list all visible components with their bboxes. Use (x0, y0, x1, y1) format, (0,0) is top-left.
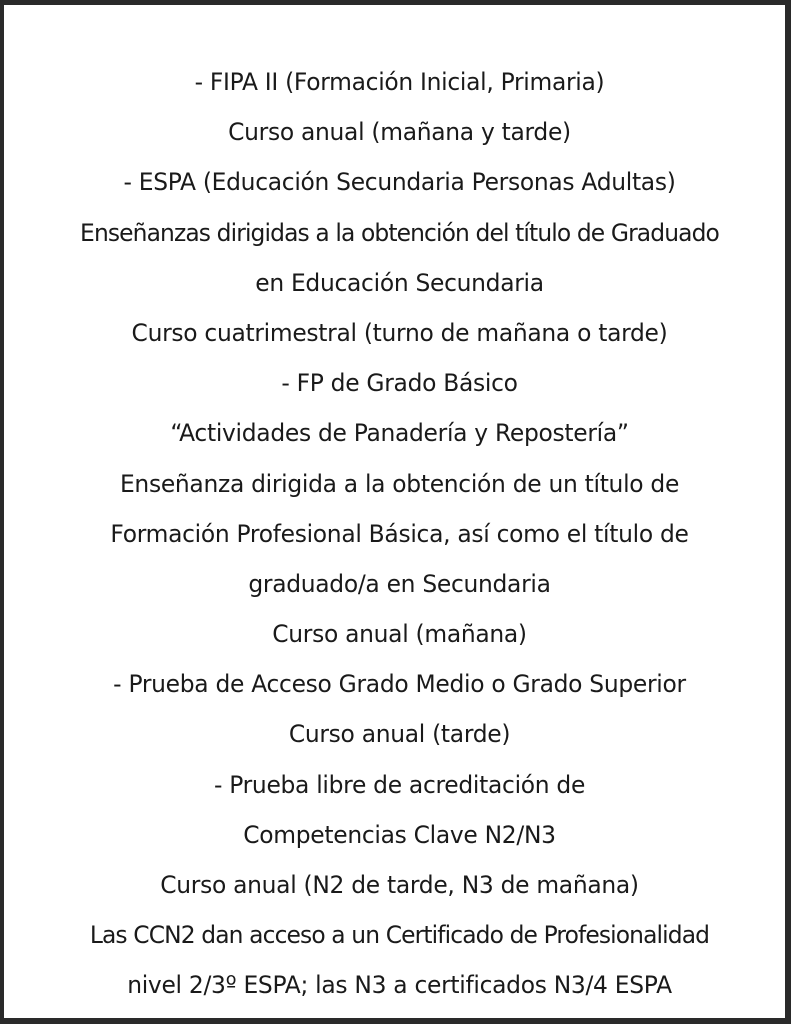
line-competencias-note-cont: nivel 2/3º ESPA; las N3 a certificados N3/4 ESPA (127, 971, 672, 1000)
line-competencias-heading: - Prueba libre de acreditación de (213, 770, 586, 799)
line-espa-description: Enseñanzas dirigidas a la obtención del título de Graduado (80, 218, 719, 247)
line-fp-title: “Actividades de Panadería y Repostería” (170, 419, 629, 448)
line-fipa-schedule: Curso anual (mañana y tarde) (228, 118, 571, 147)
line-fp-description-end: graduado/a en Secundaria (248, 569, 551, 598)
line-competencias-note: Las CCN2 dan acceso a un Certificado de Profesionalidad (89, 921, 710, 950)
line-fp-heading: - FP de Grado Básico (281, 369, 518, 398)
line-competencias-heading-cont: Competencias Clave N2/N3 (243, 820, 556, 849)
course-list (4, 57, 791, 1011)
line-competencias-schedule: Curso anual (N2 de tarde, N3 de mañana) (160, 871, 639, 899)
line-fp-description-cont: Formación Profesional Básica, así como el título de (110, 519, 689, 548)
line-espa-schedule: Curso cuatrimestral (turno de mañana o tarde) (131, 318, 668, 347)
line-fp-description: Enseñanza dirigida a la obtención de un título de (119, 469, 680, 498)
line-acceso-schedule: Curso anual (tarde) (288, 720, 511, 749)
line-acceso-heading: - Prueba de Acceso Grado Medio o Grado Superior (113, 670, 686, 699)
line-fipa-heading: - FIPA II (Formación Inicial, Primaria) (194, 68, 605, 96)
line-espa-heading: - ESPA (Educación Secundaria Personas Adultas) (123, 168, 676, 197)
line-espa-description-cont: en Educación Secundaria (255, 268, 544, 297)
line-fp-schedule: Curso anual (mañana) (272, 620, 527, 649)
